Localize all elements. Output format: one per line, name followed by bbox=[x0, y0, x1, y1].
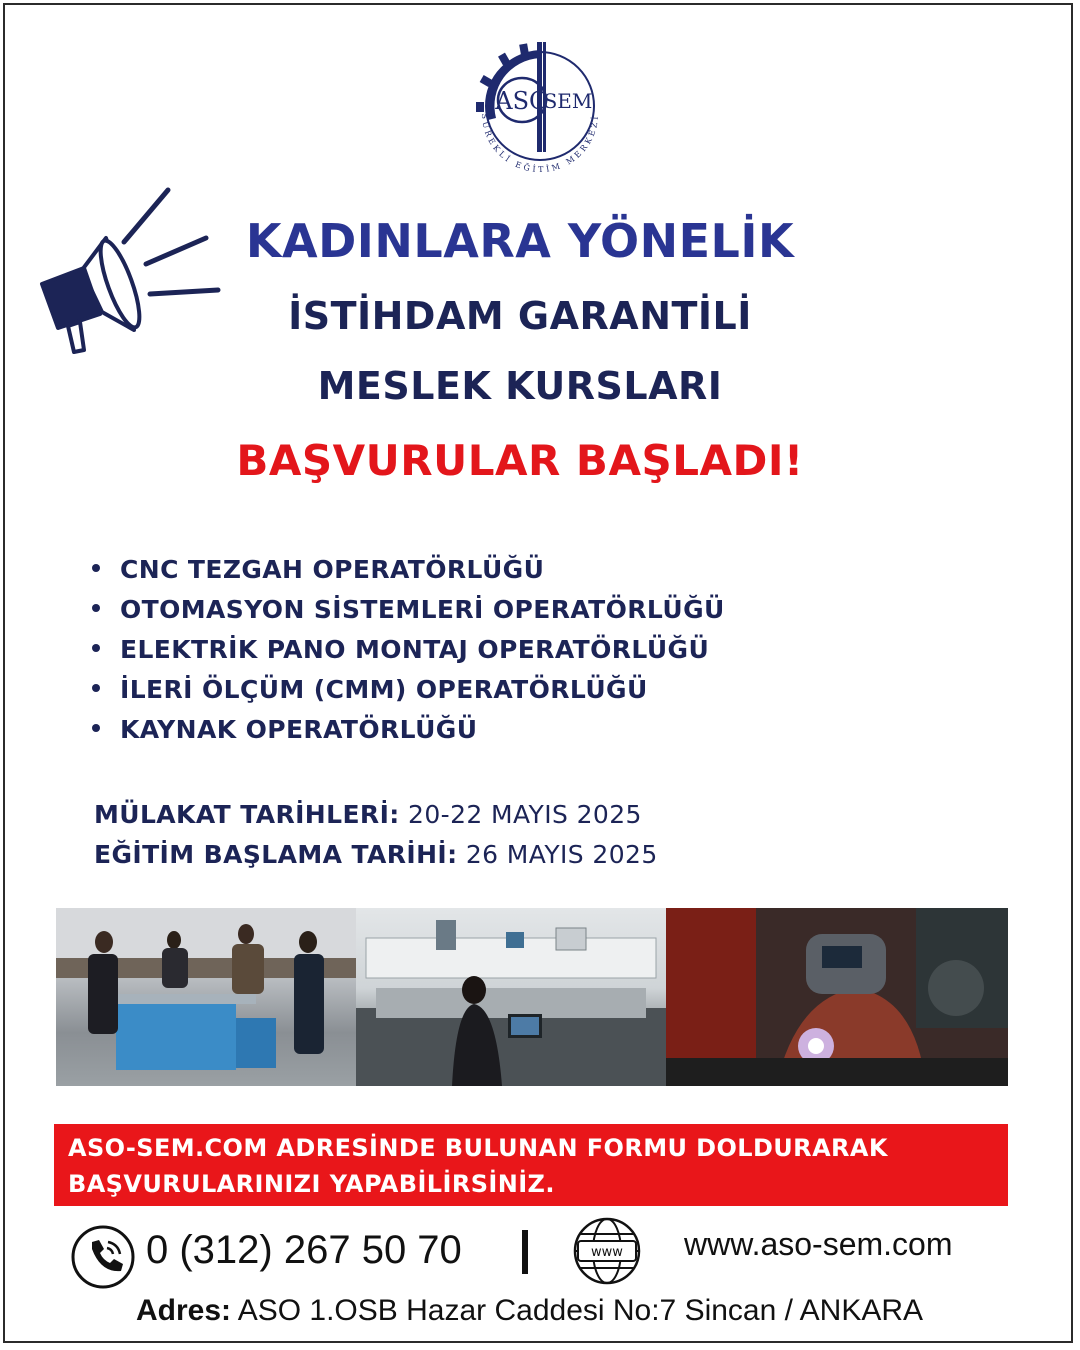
list-item bbox=[92, 712, 725, 752]
application-banner bbox=[54, 1124, 1008, 1206]
course-label: İLERİ ÖLÇÜM (CMM) OPERATÖRLÜĞÜ bbox=[120, 675, 648, 704]
bullet-icon bbox=[92, 604, 100, 612]
course-label: CNC TEZGAH OPERATÖRLÜĞÜ bbox=[120, 555, 545, 584]
bullet-icon bbox=[92, 644, 100, 652]
photo-strip bbox=[56, 908, 1008, 1086]
headline-line-2: İSTİHDAM GARANTİLİ bbox=[288, 294, 752, 338]
course-label: OTOMASYON SİSTEMLERİ OPERATÖRLÜĞÜ bbox=[120, 595, 725, 624]
logo-sem-text: SEM bbox=[543, 89, 593, 113]
headline-line-1: KADINLARA YÖNELİK bbox=[245, 214, 795, 268]
globe-icon bbox=[570, 1214, 644, 1288]
headline-line-3: MESLEK KURSLARI bbox=[317, 364, 723, 408]
list-item bbox=[92, 632, 725, 672]
banner-line-2: BAŞVURULARINIZI YAPABİLİRSİNİZ. bbox=[68, 1170, 555, 1198]
course-list bbox=[92, 552, 725, 752]
phone-number[interactable]: 0 (312) 267 50 70 bbox=[146, 1228, 462, 1272]
welding-photo bbox=[666, 908, 1008, 1086]
list-item bbox=[92, 552, 725, 592]
interview-label: MÜLAKAT TARİHLERİ: bbox=[94, 800, 400, 829]
interview-value: 20-22 MAYIS 2025 bbox=[399, 800, 642, 829]
logo-aso-text: ASO bbox=[495, 87, 549, 115]
address-value: ASO 1.OSB Hazar Caddesi No:7 Sincan / ANKARA bbox=[231, 1294, 924, 1327]
contact-divider bbox=[522, 1230, 528, 1274]
phone-icon bbox=[70, 1224, 136, 1290]
dates-block bbox=[94, 798, 658, 878]
start-date bbox=[94, 838, 658, 878]
course-label: KAYNAK OPERATÖRLÜĞÜ bbox=[120, 715, 478, 744]
website-link[interactable]: www.aso-sem.com bbox=[684, 1226, 953, 1262]
address bbox=[136, 1294, 923, 1328]
automation-lab-photo bbox=[356, 908, 666, 1086]
bullet-icon bbox=[92, 684, 100, 692]
start-label: EĞİTİM BAŞLAMA TARİHİ: bbox=[94, 840, 458, 869]
headline-line-4: BAŞVURULAR BAŞLADI! bbox=[236, 436, 804, 485]
list-item bbox=[92, 672, 725, 712]
banner-line-1: ASO-SEM.COM ADRESİNDE BULUNAN FORMU DOLDURARAK bbox=[68, 1134, 888, 1162]
bullet-icon bbox=[92, 564, 100, 572]
www-icon-text: www bbox=[591, 1245, 623, 1260]
list-item bbox=[92, 592, 725, 632]
interview-dates bbox=[94, 798, 658, 838]
bullet-icon bbox=[92, 724, 100, 732]
logo-ring-text: SÜREKLİ EĞİTİM MERKEZİ bbox=[479, 113, 601, 175]
aso-sem-logo bbox=[460, 36, 620, 186]
start-value: 26 MAYIS 2025 bbox=[457, 840, 658, 869]
address-label: Adres: bbox=[136, 1294, 232, 1327]
course-label: ELEKTRİK PANO MONTAJ OPERATÖRLÜĞÜ bbox=[120, 635, 710, 664]
workshop-photo bbox=[56, 908, 356, 1086]
